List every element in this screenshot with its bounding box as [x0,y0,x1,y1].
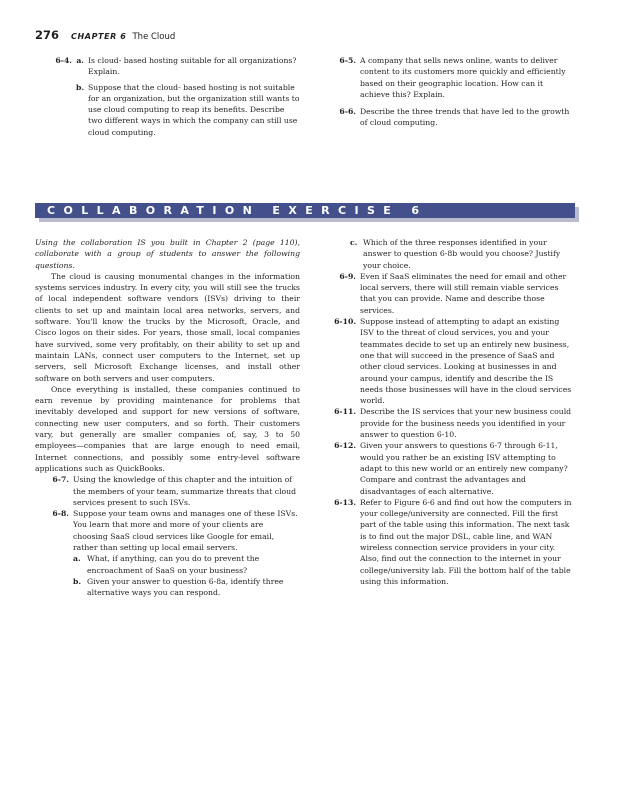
q-6-8c-label: c. [350,238,358,247]
paragraph-1: The cloud is causing monumental changes in the information systems services industry. In every city, you will still see the trucks of local independent software vendors (ISVs) driving to their clients to set up and maintain local area networks, servers, and software. You'll know the trucks by the Microsoft, Oracle, and Cisco logos on their sides. For years, those small, local companies have survived, some very profitably, on their ability to set up and maintain LANs, connect user computers to the Internet, set up servers, sell Microsoft Exchange licenses, and install other software on both servers and user computers. [35,271,300,383]
banner-title: COLLABORATION EXERCISE 6 [47,204,428,217]
q-6-9-text: Even if SaaS eliminates the need for email and other local servers, there will still remain viable services that you can provide. Name and describe those services. [360,271,567,315]
question-6-6 [322,106,574,129]
question-6-8 [35,508,300,553]
left-column [35,237,300,599]
exercise-intro: Using the collaboration IS you built in Chapter 2 (page 110), collaborate with a group of students to answer the following questions. [35,238,300,270]
question-6-9 [322,271,574,316]
q-6-5-text: A company that sells news online, wants to deliver content to its customers more quickly and efficiently based on their geographic location. How can it achieve this? Explain. [360,56,566,99]
q-6-8a-label: a. [73,554,81,564]
sub-b-text: Suppose that the cloud- based hosting is not suitable for an organization, but the organization still wants to use cloud computing to reap its benefits. Describe two different ways in which the company can still use cloud computing. [88,82,300,137]
q-6-8-text: Suppose your team owns and manages one of these ISVs. You learn that more and more of your clients are choosing SaaS cloud services like Google for email, rather than setting up local email servers. [73,509,298,553]
question-6-12 [322,440,574,496]
q-6-13-text: Refer to Figure 6-6 and find out how the computers in your college/university are connected. Fill the first part of the table using this information. The next task is to find out the major DSL, cable line, and WAN wireless connection service providers in your city. Also, find out the connection to the internet in your college/university lab. Fill the bottom half of the table using this information. [360,497,572,586]
page-number: 276 [35,28,60,42]
collaboration-exercise-banner [35,203,575,218]
question-6-8b [35,576,300,599]
right-column [322,237,574,587]
q-6-8b-label: b. [73,576,82,586]
top-left-block [50,55,300,138]
question-6-10 [322,316,574,406]
q-6-12-text: Given your answers to questions 6-7 through 6-11, would you rather be an existing ISV attempting to adapt to this new world or an entirely new company? Compare and contrast the advantages and disadvantages of each alternative. [360,441,568,496]
chapter-title: The Cloud [132,32,176,42]
question-6-7 [35,474,300,508]
question-6-13 [322,497,574,587]
q-6-7-text: Using the knowledge of this chapter and the intuition of the members of your team, summarize threats that cloud services present to such ISVs. [73,475,297,507]
q-6-11-text: Describe the IS services that your new business could provide for the business needs you identified in your answer to question 6-10. [360,407,572,440]
sub-a-text: Is cloud- based hosting suitable for all organizations? Explain. [88,56,297,77]
q-6-10-number: 6-10. [334,317,356,327]
question-6-8a [35,553,300,576]
q-6-13-number: 6-13. [334,497,356,507]
q-6-5-number: 6-5. [339,56,356,65]
q-6-4-number: 6-4. [55,56,72,65]
q-6-6-text: Describe the three trends that have led to the growth of cloud computing. [360,107,570,128]
q-6-8c-text: Which of the three responses identified in your answer to question 6-8b would you choose? Justify your choice. [363,238,561,270]
top-right-block [322,55,574,129]
q-6-9-number: 6-9. [339,271,356,281]
q-6-6-number: 6-6. [339,107,356,117]
sub-a-label: a. [76,56,84,65]
paragraph-2: Once everything is installed, these companies continued to earn revenue by providing maintenance for problems that inevitably developed and support for new versions of software, connecting new user computers, and so forth. Their customers vary, but generally are smaller companies of, say, 3 to 50 employees—companies that are large enough to need email, Internet connections, and possibly some entry-level software applications such as QuickBooks. [35,384,300,473]
q-6-8b-text: Given your answer to question 6-8a, identify three alternative ways you can respond. [87,576,284,598]
sub-b-label: b. [75,82,84,92]
question-6-11 [322,406,574,440]
q-6-7-number: 6-7. [52,475,69,485]
item-6-4b [50,82,300,138]
running-header [35,28,175,44]
item-6-4a [50,55,300,78]
q-6-11-number: 6-11. [334,407,356,417]
q-6-8a-text: What, if anything, can you do to prevent the encroachment of SaaS on your business? [87,554,260,575]
q-6-8-number: 6-8. [52,509,69,519]
chapter-label: CHAPTER 6 [71,32,127,41]
q-6-10-text: Suppose instead of attempting to adapt an existing ISV to the threat of cloud services, you and your teammates decide to set up an entirely new business, one that will succeed in the presence of SaaS and other cloud services. Looking at businesses in and around your campus, identify and describe the IS needs those businesses will have in the cloud services world. [360,317,572,406]
question-6-8c [322,237,574,271]
q-6-12-number: 6-12. [334,441,356,451]
question-6-5 [322,55,574,100]
